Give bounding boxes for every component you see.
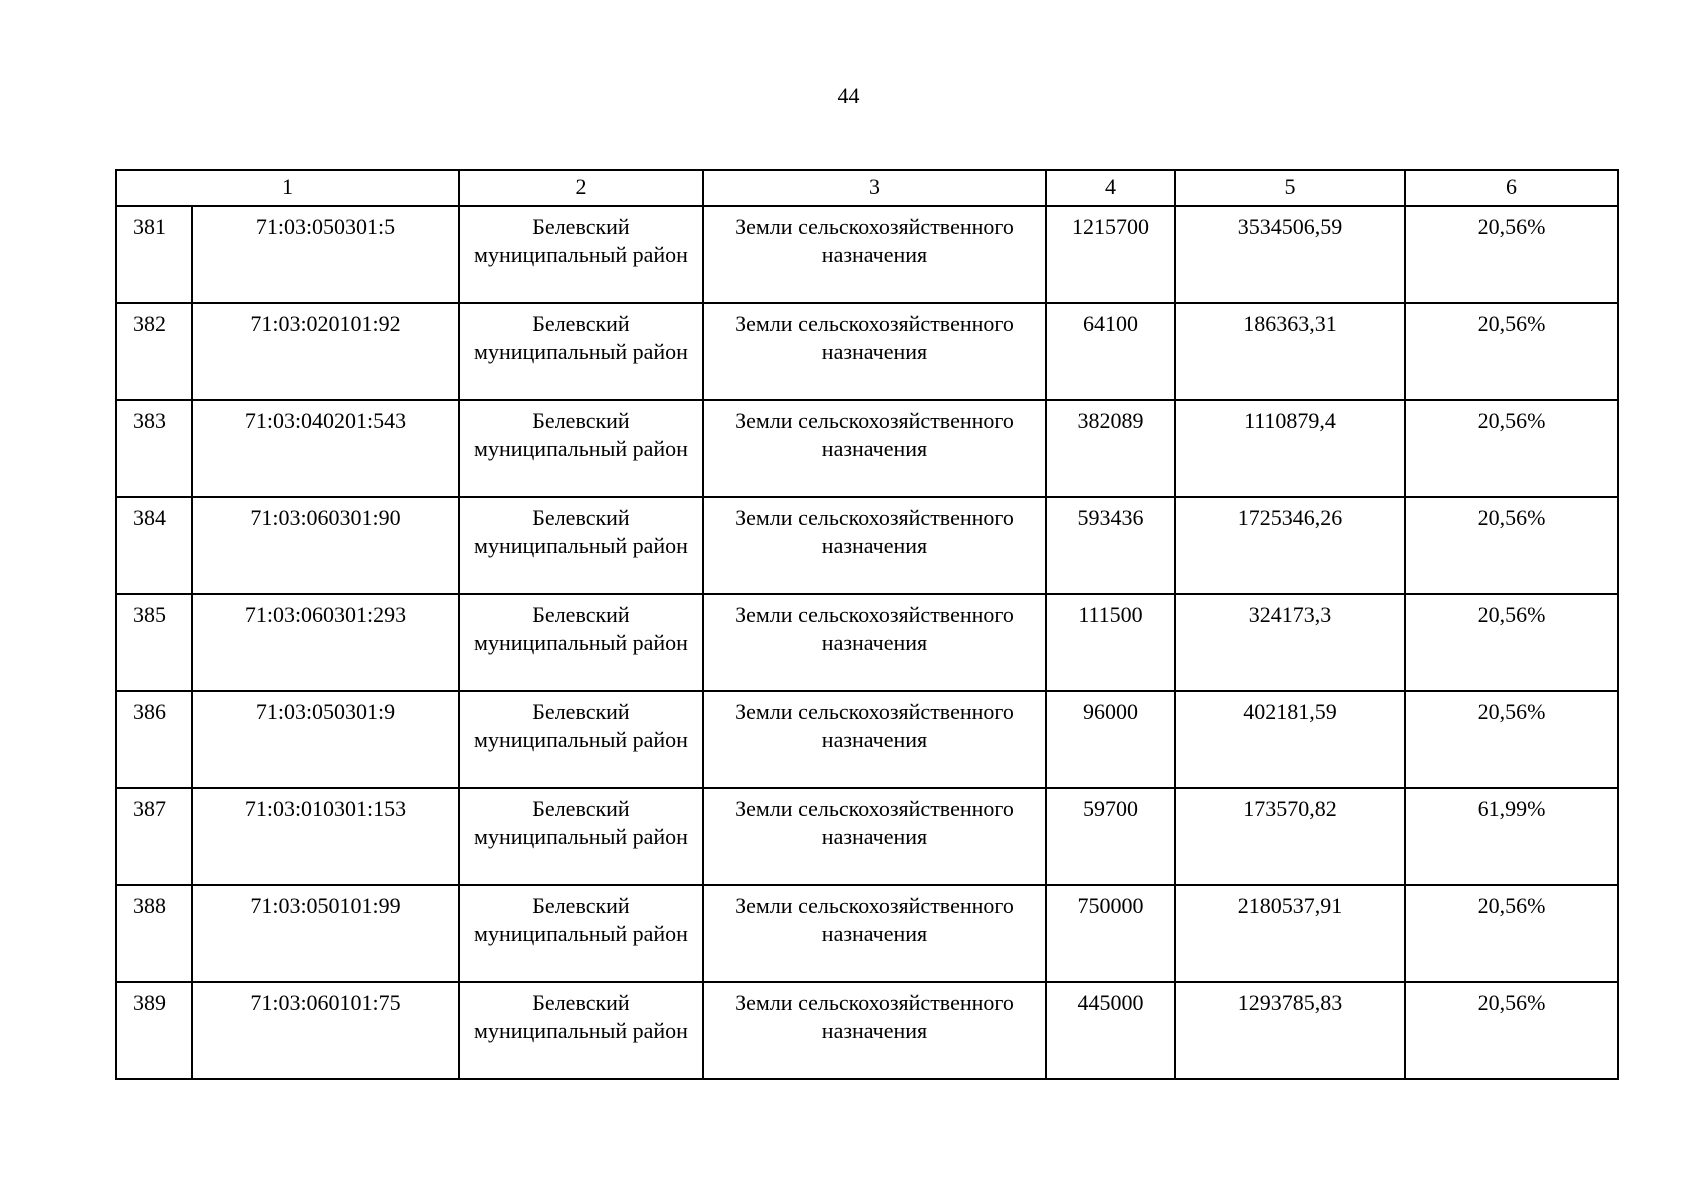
land-category: Земли сельскохозяйственного назначения xyxy=(703,497,1046,594)
cadastral-number: 71:03:060301:90 xyxy=(192,497,459,594)
cadastral-value: 173570,82 xyxy=(1175,788,1405,885)
rate-percent: 20,56% xyxy=(1405,206,1618,303)
table-row xyxy=(116,497,1618,594)
municipal-district: Белевский муниципальный район xyxy=(459,982,703,1079)
row-number: 382 xyxy=(116,303,192,400)
row-number: 388 xyxy=(116,885,192,982)
rate-percent: 20,56% xyxy=(1405,691,1618,788)
cadastral-value: 3534506,59 xyxy=(1175,206,1405,303)
land-category: Земли сельскохозяйственного назначения xyxy=(703,206,1046,303)
land-area: 750000 xyxy=(1046,885,1175,982)
land-category: Земли сельскохозяйственного назначения xyxy=(703,788,1046,885)
cadastral-number: 71:03:050301:5 xyxy=(192,206,459,303)
land-parcels-table xyxy=(115,169,1619,1080)
land-category: Земли сельскохозяйственного назначения xyxy=(703,982,1046,1079)
land-area: 382089 xyxy=(1046,400,1175,497)
municipal-district: Белевский муниципальный район xyxy=(459,303,703,400)
rate-percent: 20,56% xyxy=(1405,594,1618,691)
table-row xyxy=(116,788,1618,885)
header-col-1: 1 xyxy=(116,170,459,206)
land-category: Земли сельскохозяйственного назначения xyxy=(703,885,1046,982)
cadastral-value: 2180537,91 xyxy=(1175,885,1405,982)
table-header xyxy=(116,170,1618,206)
row-number: 381 xyxy=(116,206,192,303)
table-body xyxy=(116,206,1618,1079)
municipal-district: Белевский муниципальный район xyxy=(459,691,703,788)
municipal-district: Белевский муниципальный район xyxy=(459,788,703,885)
land-area: 1215700 xyxy=(1046,206,1175,303)
cadastral-value: 1110879,4 xyxy=(1175,400,1405,497)
municipal-district: Белевский муниципальный район xyxy=(459,400,703,497)
land-category: Земли сельскохозяйственного назначения xyxy=(703,691,1046,788)
header-col-3: 3 xyxy=(703,170,1046,206)
land-area: 59700 xyxy=(1046,788,1175,885)
municipal-district: Белевский муниципальный район xyxy=(459,885,703,982)
row-number: 383 xyxy=(116,400,192,497)
row-number: 385 xyxy=(116,594,192,691)
municipal-district: Белевский муниципальный район xyxy=(459,594,703,691)
rate-percent: 20,56% xyxy=(1405,885,1618,982)
cadastral-number: 71:03:050101:99 xyxy=(192,885,459,982)
table-row xyxy=(116,594,1618,691)
row-number: 387 xyxy=(116,788,192,885)
land-area: 64100 xyxy=(1046,303,1175,400)
municipal-district: Белевский муниципальный район xyxy=(459,497,703,594)
cadastral-number: 71:03:050301:9 xyxy=(192,691,459,788)
cadastral-value: 1725346,26 xyxy=(1175,497,1405,594)
row-number: 389 xyxy=(116,982,192,1079)
cadastral-number: 71:03:060101:75 xyxy=(192,982,459,1079)
row-number: 386 xyxy=(116,691,192,788)
municipal-district: Белевский муниципальный район xyxy=(459,206,703,303)
cadastral-value: 1293785,83 xyxy=(1175,982,1405,1079)
cadastral-number: 71:03:040201:543 xyxy=(192,400,459,497)
land-area: 111500 xyxy=(1046,594,1175,691)
row-number: 384 xyxy=(116,497,192,594)
page-number: 44 xyxy=(837,83,860,108)
header-col-2: 2 xyxy=(459,170,703,206)
table-row xyxy=(116,982,1618,1079)
rate-percent: 20,56% xyxy=(1405,303,1618,400)
header-col-5: 5 xyxy=(1175,170,1405,206)
rate-percent: 20,56% xyxy=(1405,497,1618,594)
rate-percent: 20,56% xyxy=(1405,400,1618,497)
land-area: 96000 xyxy=(1046,691,1175,788)
cadastral-value: 402181,59 xyxy=(1175,691,1405,788)
cadastral-value: 324173,3 xyxy=(1175,594,1405,691)
table-row xyxy=(116,400,1618,497)
land-category: Земли сельскохозяйственного назначения xyxy=(703,594,1046,691)
header-row xyxy=(116,170,1618,206)
land-area: 593436 xyxy=(1046,497,1175,594)
land-area: 445000 xyxy=(1046,982,1175,1079)
cadastral-number: 71:03:010301:153 xyxy=(192,788,459,885)
rate-percent: 20,56% xyxy=(1405,982,1618,1079)
table-row xyxy=(116,885,1618,982)
header-col-6: 6 xyxy=(1405,170,1618,206)
table-row xyxy=(116,691,1618,788)
cadastral-number: 71:03:060301:293 xyxy=(192,594,459,691)
land-category: Земли сельскохозяйственного назначения xyxy=(703,400,1046,497)
header-col-4: 4 xyxy=(1046,170,1175,206)
cadastral-number: 71:03:020101:92 xyxy=(192,303,459,400)
rate-percent: 61,99% xyxy=(1405,788,1618,885)
table-row xyxy=(116,303,1618,400)
land-category: Земли сельскохозяйственного назначения xyxy=(703,303,1046,400)
cadastral-value: 186363,31 xyxy=(1175,303,1405,400)
table-row xyxy=(116,206,1618,303)
